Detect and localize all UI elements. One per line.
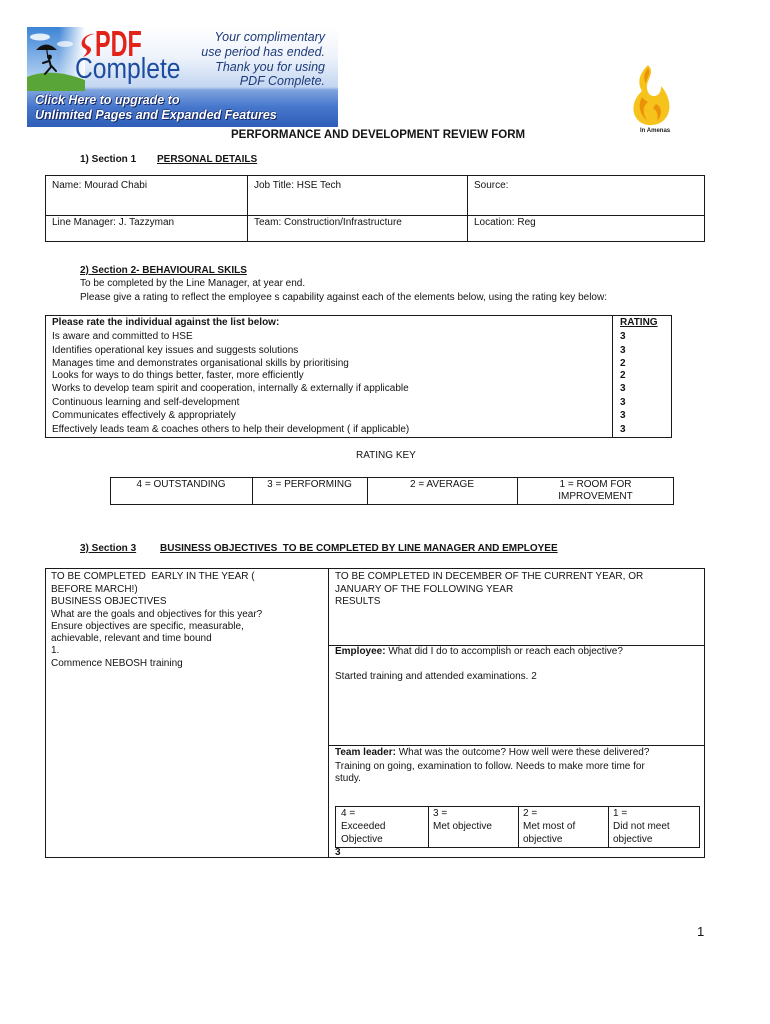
section-3-number: 3) Section 3 — [80, 543, 137, 554]
team-field: Team: Construction/Infrastructure — [254, 217, 402, 228]
rating-key-room-for-improvement: 1 = ROOM FOR — [559, 479, 632, 490]
table-column-divider — [612, 315, 613, 438]
skill-item: Identifies operational key issues and suggests solutions — [52, 345, 299, 356]
rating-key-cell — [110, 479, 252, 491]
skill-rating: 3 — [620, 331, 626, 342]
banner-message-line: Your complimentary — [214, 30, 325, 44]
results-text-line: JANUARY OF THE FOLLOWING YEAR — [335, 584, 514, 595]
section-1-number: 1) Section 1 — [80, 154, 137, 165]
line-manager-field: Line Manager: J. Tazzyman — [52, 217, 175, 228]
pdf-complete-upgrade-banner[interactable] — [27, 27, 338, 127]
table-column-divider — [428, 806, 429, 848]
scale-not-met: Did not meet — [613, 821, 670, 832]
source-field: Source: — [474, 180, 509, 191]
objective-final-rating: 3 — [335, 847, 341, 858]
rating-key-performing: 3 = PERFORMING — [267, 479, 352, 490]
skill-item: Communicates effectively & appropriately — [52, 410, 236, 421]
scale-met: Met objective — [433, 821, 492, 832]
objectives-text-line: TO BE COMPLETED EARLY IN THE YEAR ( — [51, 571, 255, 582]
page-number: 1 — [697, 924, 705, 939]
objectives-text-line: BUSINESS OBJECTIVES — [51, 596, 167, 607]
section-2-heading: 2) Section 2- BEHAVIOURAL SKILS — [80, 265, 247, 276]
table-row-divider — [328, 745, 705, 746]
skill-rating: 3 — [620, 397, 626, 408]
team-leader-answer: Training on going, examination to follow. Needs to make more time for — [335, 761, 645, 772]
objectives-text-line: What are the goals and objectives for this year? — [51, 609, 263, 620]
employee-label: Employee: — [335, 646, 386, 657]
name-field: Name: Mourad Chabi — [52, 180, 148, 191]
table-column-divider — [467, 175, 468, 242]
job-title-field: Job Title: HSE Tech — [254, 180, 342, 191]
scale-exceeded: Objective — [341, 834, 383, 845]
form-title: PERFORMANCE AND DEVELOPMENT REVIEW FORM — [231, 129, 526, 141]
results-text-line: TO BE COMPLETED IN DECEMBER OF THE CURRENT YEAR, OR — [335, 571, 644, 582]
employee-answer: Started training and attended examinations. 2 — [335, 671, 537, 682]
complete-logo-text: Complete — [75, 53, 181, 85]
rating-key-cell — [517, 479, 674, 503]
results-text-line: RESULTS — [335, 596, 381, 607]
rating-key-title: RATING KEY — [356, 450, 416, 461]
table-column-divider — [608, 806, 609, 848]
scale-met: 3 = — [433, 808, 448, 819]
skill-rating: 3 — [620, 383, 626, 394]
skill-item: Looks for ways to do things better, faster, more efficiently — [52, 370, 304, 381]
rating-column-header: RATING — [620, 317, 658, 328]
rating-key-average: 2 = AVERAGE — [409, 479, 474, 490]
flame-logo-icon — [629, 64, 673, 128]
skill-item: Works to develop team spirit and cooperation, internally & externally if applicable — [52, 383, 409, 394]
table-column-divider — [328, 568, 329, 858]
section-3-title: BUSINESS OBJECTIVES TO BE COMPLETED BY LINE MANAGER AND EMPLOYEE — [160, 543, 558, 554]
skill-item: Is aware and committed to HSE — [52, 331, 193, 342]
team-leader-question — [335, 747, 649, 759]
scale-not-met: objective — [613, 834, 653, 845]
scale-not-met: 1 = — [613, 808, 628, 819]
scale-met-most: Met most of — [523, 821, 576, 832]
rating-key-cell — [252, 479, 367, 491]
section-2-instruction: To be completed by the Line Manager, at year end. — [80, 278, 306, 289]
table-row-divider — [45, 215, 705, 216]
banner-message-line: use period has ended. — [201, 45, 325, 59]
table-column-divider — [518, 806, 519, 848]
objectives-text-line: Ensure objectives are specific, measurable, — [51, 621, 244, 632]
skill-rating: 3 — [620, 410, 626, 421]
banner-message-line: PDF Complete. — [239, 74, 325, 88]
rating-key-room-for-improvement: IMPROVEMENT — [558, 491, 633, 502]
objective-entry: Commence NEBOSH training — [51, 658, 183, 669]
skill-rating: 3 — [620, 424, 626, 435]
pdf-logo-text: PDF — [95, 27, 142, 64]
skills-table-header: Please rate the individual against the list below: — [52, 317, 280, 328]
scale-met-most: objective — [523, 834, 563, 845]
scale-exceeded: Exceeded — [341, 821, 386, 832]
skill-item: Continuous learning and self-development — [52, 397, 240, 408]
team-leader-answer: study. — [335, 773, 361, 784]
section-2-instruction: Please give a rating to reflect the employee s capability against each of the elements below, using the rating key below: — [80, 292, 607, 303]
upgrade-link-line[interactable]: Click Here to upgrade to — [35, 93, 180, 107]
skill-item: Effectively leads team & coaches others to help their development ( if applicable) — [52, 424, 410, 435]
team-leader-label: Team leader: — [335, 747, 396, 758]
skill-rating: 2 — [620, 370, 626, 381]
scale-met-most: 2 = — [523, 808, 538, 819]
employee-question — [335, 646, 623, 658]
scale-exceeded: 4 = — [341, 808, 356, 819]
cloud — [57, 41, 73, 47]
employee-question-text: What did I do to accomplish or reach each objective? — [388, 646, 623, 657]
skill-rating: 2 — [620, 358, 626, 369]
objectives-text-line: BEFORE MARCH!) — [51, 584, 138, 595]
rating-key-cell — [367, 479, 517, 491]
section-1-title: PERSONAL DETAILS — [157, 154, 258, 165]
team-leader-question-text: What was the outcome? How well were these delivered? — [398, 747, 650, 758]
skill-rating: 3 — [620, 345, 626, 356]
cloud — [30, 34, 50, 41]
objectives-text-line: 1. — [51, 645, 60, 656]
upgrade-link-line[interactable]: Unlimited Pages and Expanded Features — [35, 108, 277, 122]
table-column-divider — [247, 175, 248, 242]
rating-key-outstanding: 4 = OUTSTANDING — [136, 479, 226, 490]
location-field: Location: Reg — [474, 217, 536, 228]
skill-item: Manages time and demonstrates organisational skills by prioritising — [52, 358, 349, 369]
objectives-text-line: achievable, relevant and time bound — [51, 633, 212, 644]
logo-caption: In Amenas — [640, 128, 671, 134]
banner-message-line: Thank you for using — [215, 60, 325, 74]
